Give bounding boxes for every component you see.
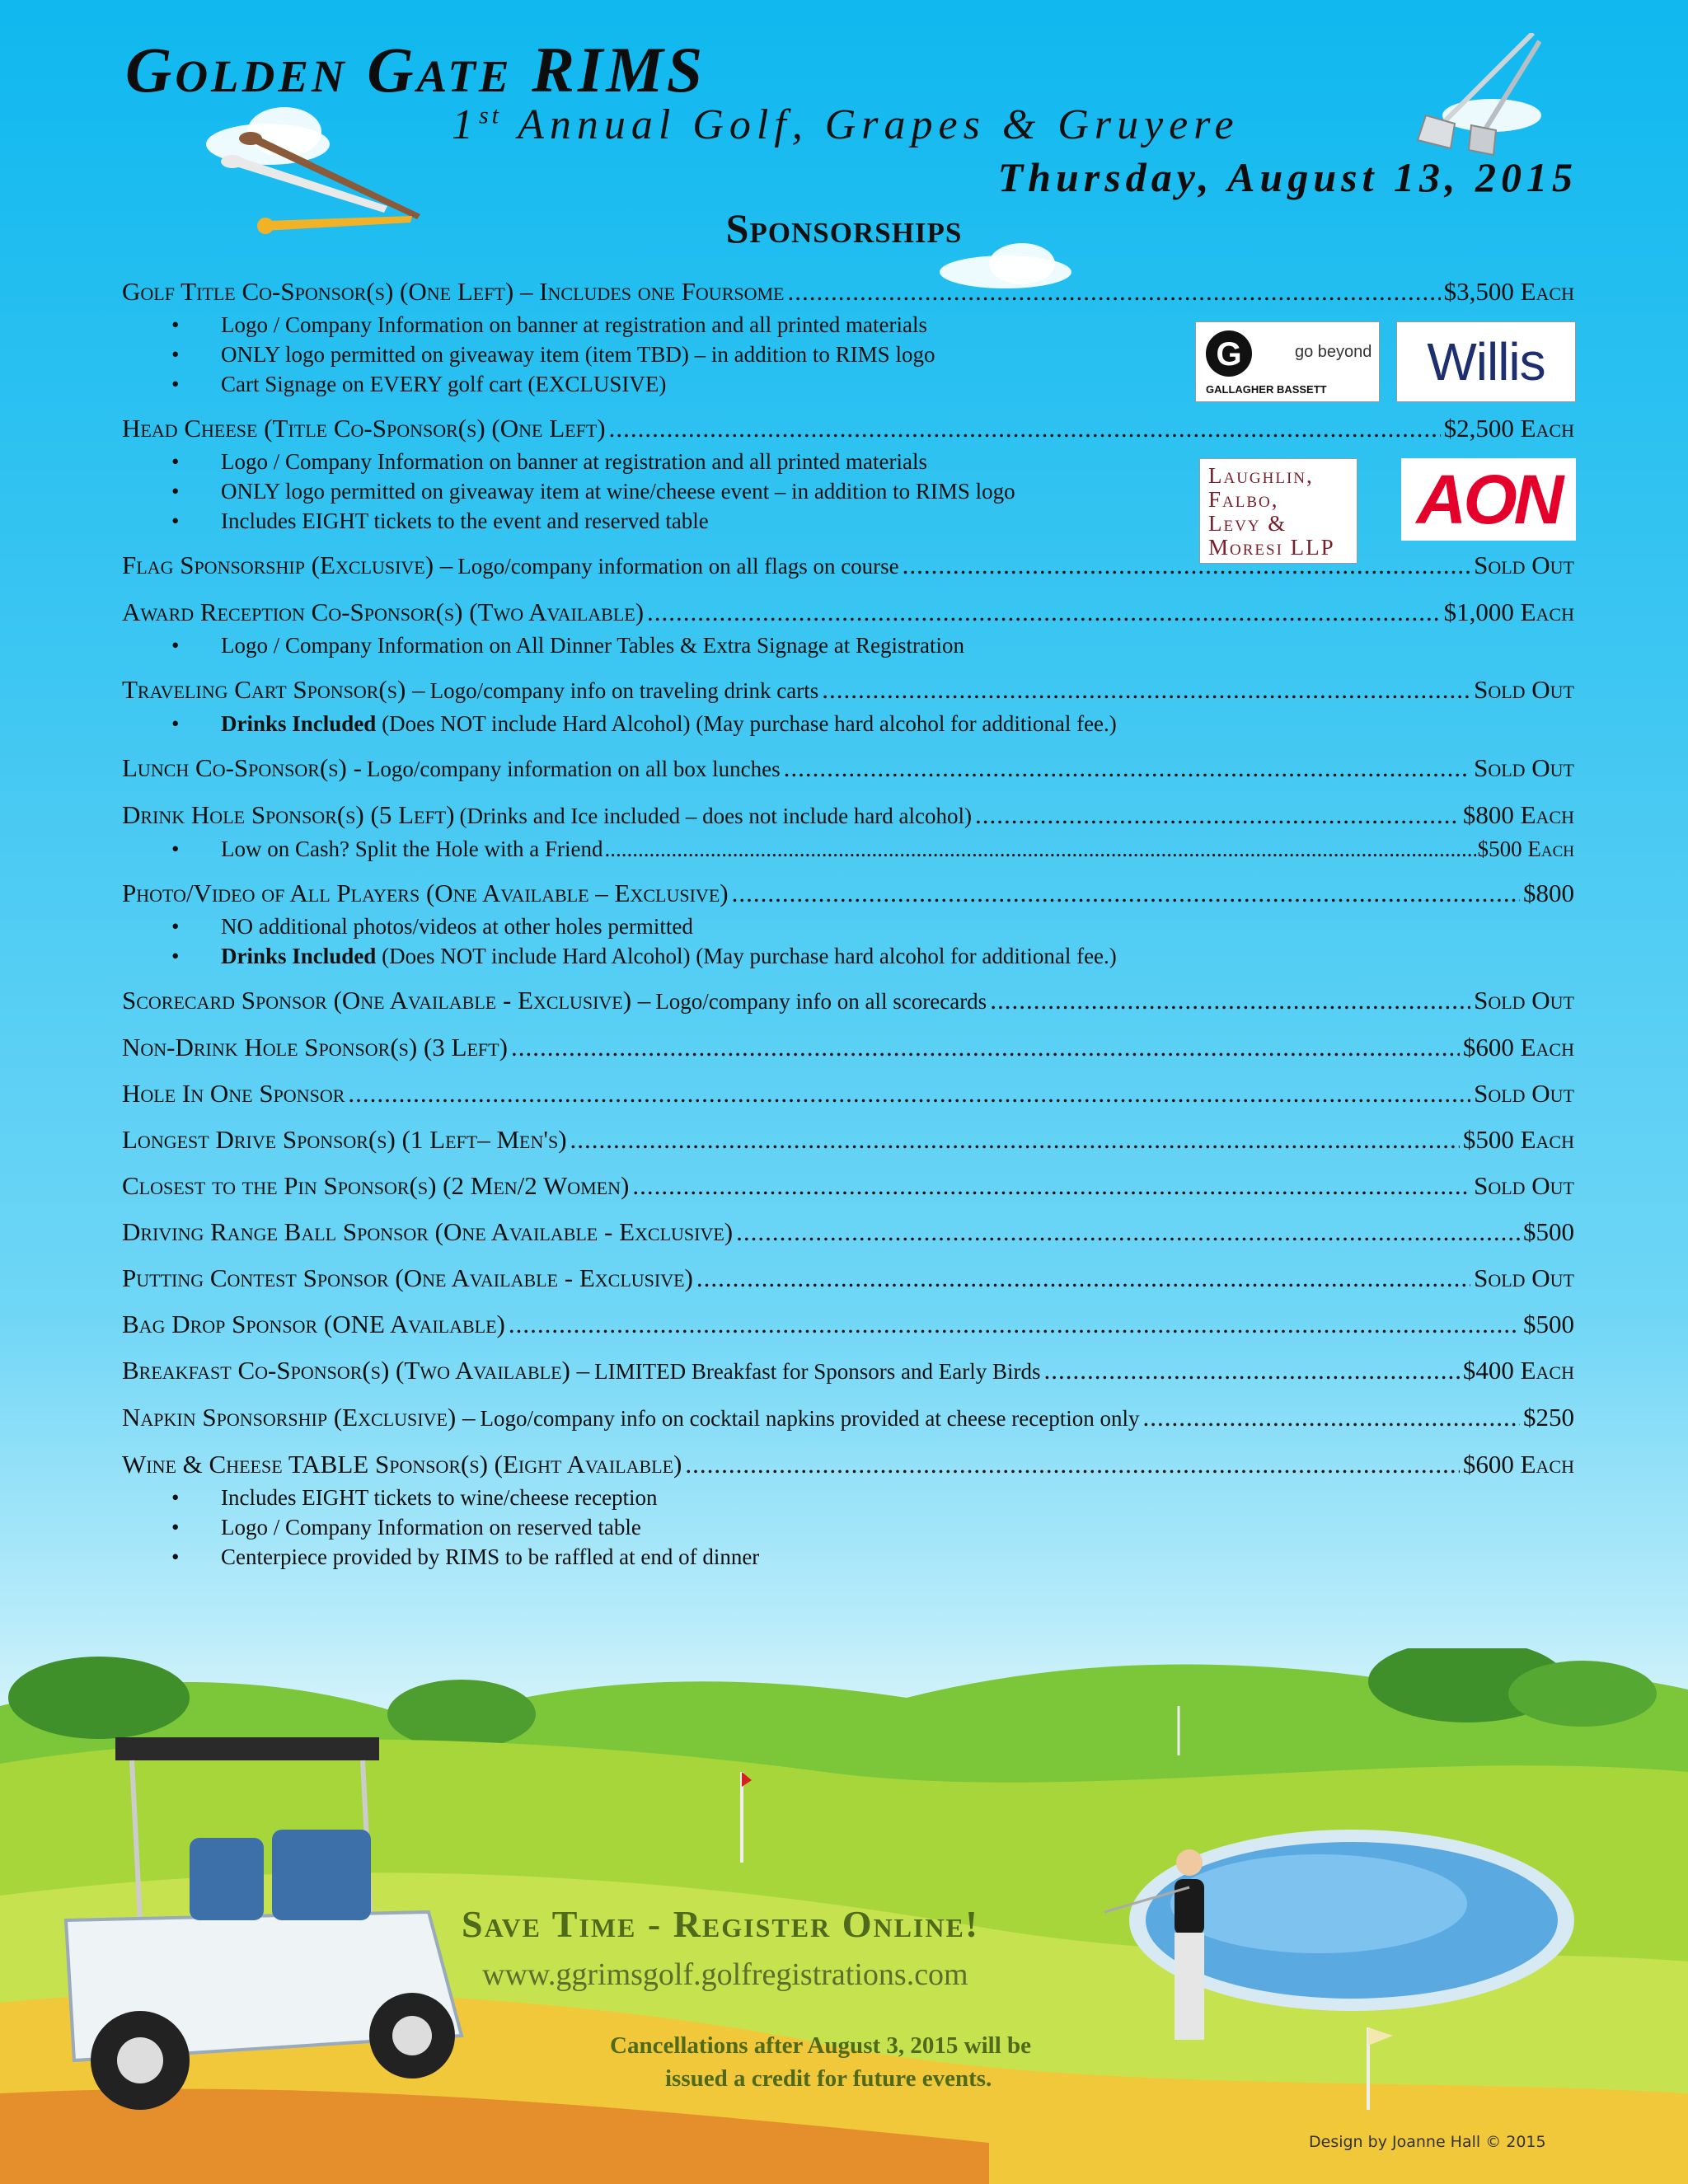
willis-logo: Willis: [1396, 321, 1576, 402]
sponsorship-row: [122, 877, 1574, 910]
sponsorship-price: Sold Out: [1474, 1263, 1574, 1292]
split-option-price: $500 Each: [1477, 837, 1574, 861]
sponsorship-item: [122, 1169, 1574, 1202]
dot-leader: [696, 1262, 1470, 1295]
benefit-detail: (Does NOT include Hard Alcohol) (May purchase hard alcohol for additional fee.): [376, 711, 1117, 736]
dot-leader: [511, 1031, 1460, 1064]
benefit-list: [122, 834, 1574, 864]
sponsorship-row: [122, 752, 1574, 785]
dot-leader: [604, 834, 1475, 864]
sponsorship-item: [122, 1216, 1574, 1249]
sponsorship-name: Driving Range Ball Sponsor (One Available - Exclusive): [122, 1217, 734, 1246]
section-heading: Sponsorships: [725, 205, 963, 251]
sponsorship-price: $500: [1523, 1217, 1574, 1246]
sponsorship-item: [122, 1308, 1574, 1341]
sponsorship-row: [122, 673, 1574, 707]
dot-leader: [632, 1169, 1470, 1202]
sponsorship-item: [122, 752, 1574, 785]
laughlin-logo-line: Laughlin,: [1208, 463, 1314, 488]
sponsorship-row: [122, 1448, 1574, 1481]
laughlin-logo-line: Falbo,: [1208, 487, 1279, 512]
sponsorship-name: Award Reception Co-Sponsor(s) (Two Available): [122, 598, 645, 626]
benefit-item: • Logo / Company Information on All Dinner Tables & Extra Signage at Registration: [122, 630, 1574, 660]
sponsorship-description: Logo/company info on cocktail napkins provided at cheese reception only: [480, 1406, 1140, 1431]
sponsorship-description: LIMITED Breakfast for Sponsors and Early Birds: [594, 1359, 1041, 1384]
sponsorship-name: Wine & Cheese TABLE Sponsor(s) (Eight Available): [122, 1450, 682, 1479]
laughlin-logo-line: Levy &: [1208, 511, 1287, 536]
sponsorship-row: [122, 412, 1574, 445]
sponsorship-item: [122, 877, 1574, 971]
benefit-item: [122, 834, 1574, 864]
dot-leader: [990, 984, 1470, 1017]
benefit-item: • Centerpiece provided by RIMS to be raffled at end of dinner: [122, 1542, 1574, 1572]
benefit-highlight: Drinks Included: [221, 944, 377, 968]
sponsorship-row: [122, 1216, 1574, 1249]
benefit-item: • NO additional photos/videos at other holes permitted: [122, 912, 1574, 941]
dot-leader: [903, 549, 1470, 582]
dot-leader: [732, 877, 1520, 910]
sponsorship-item: [122, 984, 1574, 1018]
cancellation-policy: Cancellations after August 3, 2015 will be issued a credit for future events.: [610, 2032, 1031, 2092]
benefit-item: • ONLY logo permitted on giveaway item (item TBD) – in addition to RIMS logo: [122, 340, 1574, 369]
registration-url-link[interactable]: www.ggrimsgolf.golfregistrations.com: [482, 1957, 968, 1992]
sponsorship-item: [122, 673, 1574, 738]
dot-leader: [509, 1308, 1520, 1341]
event-date: Thursday, August 13, 2015: [997, 154, 1578, 200]
sponsorship-row: [122, 1031, 1574, 1064]
sponsorship-row: [122, 984, 1574, 1018]
sponsorship-name: Breakfast Co-Sponsor(s) (Two Available) –: [122, 1356, 590, 1385]
sponsorship-price: $600 Each: [1462, 1450, 1574, 1479]
sponsorship-item: [122, 1031, 1574, 1064]
sponsorship-row: [122, 1401, 1574, 1435]
event-subtitle: 1st Annual Golf, Grapes & Gruyere: [452, 101, 1240, 148]
sponsorship-name: Drink Hole Sponsor(s) (5 Left): [122, 800, 455, 829]
sponsorship-row: [122, 1169, 1574, 1202]
sponsorship-name: Lunch Co-Sponsor(s) -: [122, 753, 362, 782]
sponsorship-price: $500 Each: [1462, 1125, 1574, 1154]
sponsorship-name: Scorecard Sponsor (One Available - Exclusive) –: [122, 986, 651, 1015]
sponsorship-price: $800 Each: [1462, 800, 1574, 829]
sponsorship-price: $250: [1523, 1403, 1574, 1432]
sponsorship-price: $500: [1523, 1310, 1574, 1338]
laughlin-falbo-logo: [1199, 458, 1357, 564]
benefit-item: • Logo / Company Information on reserved table: [122, 1512, 1574, 1542]
dot-leader: [685, 1448, 1460, 1481]
benefit-item: • Includes EIGHT tickets to wine/cheese reception: [122, 1483, 1574, 1512]
sponsorship-name: Photo/Video of All Players (One Available – Exclusive): [122, 879, 729, 907]
sponsorship-item: [122, 1262, 1574, 1295]
sponsorship-item: [122, 1077, 1574, 1110]
sponsorship-name: Flag Sponsorship (Exclusive) –: [122, 551, 453, 579]
split-option-text: • Low on Cash? Split the Hole with a Friend: [221, 837, 603, 861]
sponsorship-name: Head Cheese (Title Co-Sponsor(s) (One Left): [122, 414, 606, 443]
sponsorship-price: $600 Each: [1462, 1033, 1574, 1062]
sponsorship-name: Traveling Cart Sponsor(s) –: [122, 675, 425, 704]
golf-clubs-icon: [1393, 33, 1541, 157]
sponsorship-row: [122, 1308, 1574, 1341]
sponsorship-item: [122, 799, 1574, 864]
sponsorship-price: Sold Out: [1474, 753, 1574, 782]
svg-text:GALLAGHER BASSETT: GALLAGHER BASSETT: [1206, 383, 1327, 396]
sponsorship-name: Bag Drop Sponsor (ONE Available): [122, 1310, 505, 1338]
sponsorship-row: [122, 1123, 1574, 1156]
sponsorship-price: $400 Each: [1462, 1356, 1574, 1385]
sponsorship-name: Hole In One Sponsor: [122, 1079, 345, 1108]
dot-leader: [788, 275, 1441, 308]
dot-leader: [1142, 1401, 1520, 1434]
sponsorship-row: [122, 799, 1574, 832]
sponsorship-price: Sold Out: [1474, 551, 1574, 579]
sponsorship-row: [122, 1262, 1574, 1295]
benefit-item: • ONLY logo permitted on giveaway item at wine/cheese event – in addition to RIMS logo: [122, 476, 1574, 506]
gallagher-bassett-logo: [1195, 321, 1380, 402]
sponsorship-price: Sold Out: [1474, 986, 1574, 1015]
svg-text:go beyond: go beyond: [1295, 343, 1372, 361]
sponsorship-price: Sold Out: [1474, 675, 1574, 704]
benefit-item: • Logo / Company Information on banner at registration and all printed materials: [122, 447, 1574, 476]
sponsorship-price: $1,000 Each: [1443, 598, 1574, 626]
benefit-list: [122, 1483, 1574, 1572]
laughlin-logo-line: Moresi LLP: [1208, 535, 1335, 560]
benefit-item: • Logo / Company Information on banner at registration and all printed materials: [122, 310, 1574, 340]
sponsorship-row: [122, 596, 1574, 629]
sponsorship-name: Closest to the Pin Sponsor(s) (2 Men/2 Women): [122, 1171, 630, 1200]
sponsorship-row: [122, 1077, 1574, 1110]
dot-leader: [348, 1077, 1470, 1110]
dot-leader: [1044, 1354, 1460, 1387]
benefit-list: [122, 630, 1574, 660]
sponsorship-item: [122, 1448, 1574, 1572]
sponsorship-name: Napkin Sponsorship (Exclusive) –: [122, 1403, 476, 1432]
sponsorship-item: [122, 596, 1574, 660]
sponsorship-price: Sold Out: [1474, 1171, 1574, 1200]
sponsorship-description: Logo/company info on all scorecards: [655, 989, 987, 1014]
benefit-highlight: Drinks Included: [221, 711, 377, 736]
benefit-item: [122, 709, 1574, 738]
design-credit: Design by Joanne Hall © 2015: [1309, 2133, 1546, 2151]
sponsorship-name: Longest Drive Sponsor(s) (1 Left– Men's): [122, 1125, 567, 1154]
sponsorship-description: Logo/company info on traveling drink carts: [429, 678, 819, 703]
dot-leader: [570, 1123, 1460, 1156]
aon-logo: AON: [1401, 458, 1576, 541]
svg-text:G: G: [1216, 336, 1242, 373]
sponsorship-row: [122, 1354, 1574, 1388]
benefit-list: [122, 912, 1574, 971]
event-title: Golden Gate RIMS: [125, 34, 706, 105]
dot-leader: [975, 799, 1460, 832]
sponsorship-item: [122, 1401, 1574, 1435]
sponsorship-name: Putting Contest Sponsor (One Available - Exclusive): [122, 1263, 693, 1292]
split-option-row: [221, 834, 1574, 864]
benefit-detail: (Does NOT include Hard Alcohol) (May purchase hard alcohol for additional fee.): [376, 944, 1117, 968]
benefit-item: [122, 941, 1574, 971]
sponsorship-description: Logo/company information on all flags on course: [457, 554, 899, 579]
sponsorship-name: Non-Drink Hole Sponsor(s) (3 Left): [122, 1033, 508, 1062]
dot-leader: [784, 752, 1471, 785]
dot-leader: [647, 596, 1441, 629]
benefit-item: • Cart Signage on EVERY golf cart (EXCLUSIVE): [122, 369, 1574, 399]
sponsorship-price: Sold Out: [1474, 1079, 1574, 1108]
sponsorship-item: [122, 1123, 1574, 1156]
sponsorship-name: Golf Title Co-Sponsor(s) (One Left) – Includes one Foursome: [122, 277, 785, 306]
dot-leader: [609, 412, 1441, 445]
dot-leader: [822, 673, 1470, 706]
benefit-list: [122, 709, 1574, 738]
dot-leader: [736, 1216, 1520, 1249]
sponsorship-price: $3,500 Each: [1443, 277, 1574, 306]
sponsorship-price: $2,500 Each: [1443, 414, 1574, 443]
sponsorship-item: [122, 1354, 1574, 1388]
sponsorship-description: Logo/company information on all box lunches: [366, 757, 781, 781]
register-online-heading: Save Time - Register Online!: [462, 1903, 980, 1945]
benefit-item: • Includes EIGHT tickets to the event and reserved table: [122, 506, 1574, 536]
sponsorship-row: [122, 275, 1574, 308]
sponsorship-description: (Drinks and Ice included – does not include hard alcohol): [459, 804, 973, 828]
sponsorship-price: $800: [1523, 879, 1574, 907]
